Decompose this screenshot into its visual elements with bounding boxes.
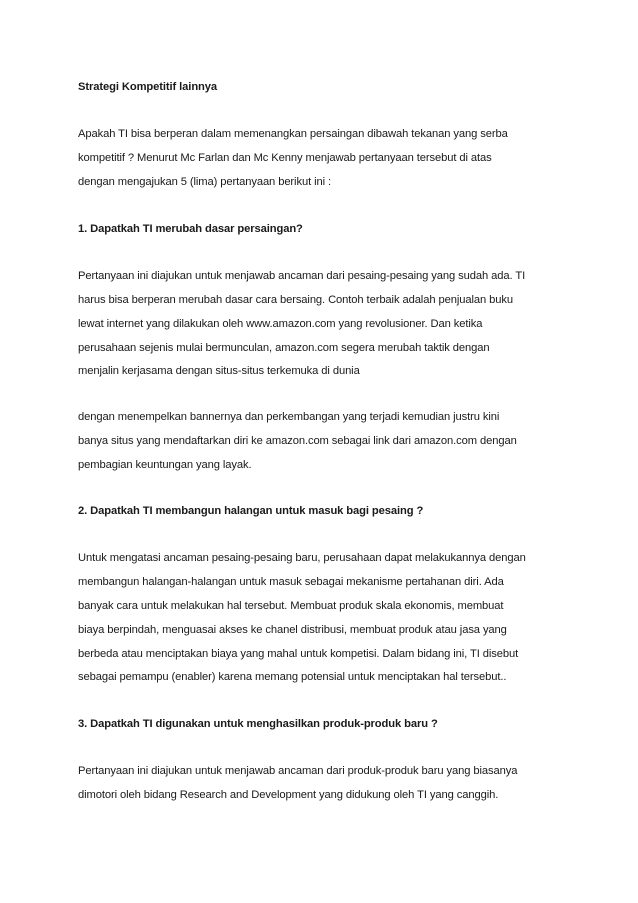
section-1-text-line: Pertanyaan ini diajukan untuk menjawab ancaman dari pesaing-pesaing yang sudah ada. TI [78, 270, 526, 282]
section-3-text-line: dimotori oleh bidang Research and Development yang didukung oleh TI yang canggih. [78, 789, 499, 801]
section-heading-1: 1. Dapatkah TI merubah dasar persaingan? [78, 223, 303, 235]
section-1-text-line: harus bisa berperan merubah dasar cara bersaing. Contoh terbaik adalah penjualan buku [78, 294, 513, 306]
section-heading-2: 2. Dapatkah TI membangun halangan untuk masuk bagi pesaing ? [78, 505, 424, 517]
section-heading-3: 3. Dapatkah TI digunakan untuk menghasilkan produk-produk baru ? [78, 718, 438, 730]
section-2-text-line: Untuk mengatasi ancaman pesaing-pesaing baru, perusahaan dapat melakukannya dengan [78, 552, 526, 564]
section-2-text-line: biaya berpindah, menguasai akses ke chanel distribusi, membuat produk atau jasa yang [78, 624, 507, 636]
section-2-text-line: sebagai pemampu (enabler) karena memang potensial untuk menciptakan hal tersebut.. [78, 671, 507, 683]
intro-line: dengan mengajukan 5 (lima) pertanyaan berikut ini : [78, 176, 331, 188]
intro-line: Apakah TI bisa berperan dalam memenangkan persaingan dibawah tekanan yang serba [78, 128, 508, 140]
section-1-text-line: banya situs yang mendaftarkan diri ke amazon.com sebagai link dari amazon.com dengan [78, 435, 517, 447]
section-1-text-line: lewat internet yang dilakukan oleh www.amazon.com yang revolusioner. Dan ketika [78, 318, 483, 330]
section-1-text-line: pembagian keuntungan yang layak. [78, 459, 252, 471]
section-2-text-line: banyak cara untuk melakukan hal tersebut. Membuat produk skala ekonomis, membuat [78, 600, 504, 612]
document-title: Strategi Kompetitif lainnya [78, 81, 218, 93]
section-3-text-line: Pertanyaan ini diajukan untuk menjawab ancaman dari produk-produk baru yang biasanya [78, 765, 518, 777]
section-1-text-line: perusahaan sejenis mulai bermunculan, amazon.com segera merubah taktik dengan [78, 342, 490, 354]
section-1-text-line: menjalin kerjasama dengan situs-situs terkemuka di dunia [78, 365, 360, 377]
section-1-text-line: dengan menempelkan bannernya dan perkembangan yang terjadi kemudian justru kini [78, 411, 500, 423]
intro-line: kompetitif ? Menurut Mc Farlan dan Mc Kenny menjawab pertanyaan tersebut di atas [78, 152, 492, 164]
section-2-text-line: membangun halangan-halangan untuk masuk sebagai mekanisme pertahanan diri. Ada [78, 576, 504, 588]
section-2-text-line: berbeda atau menciptakan biaya yang mahal untuk kompetisi. Dalam bidang ini, TI disebut [78, 648, 519, 660]
